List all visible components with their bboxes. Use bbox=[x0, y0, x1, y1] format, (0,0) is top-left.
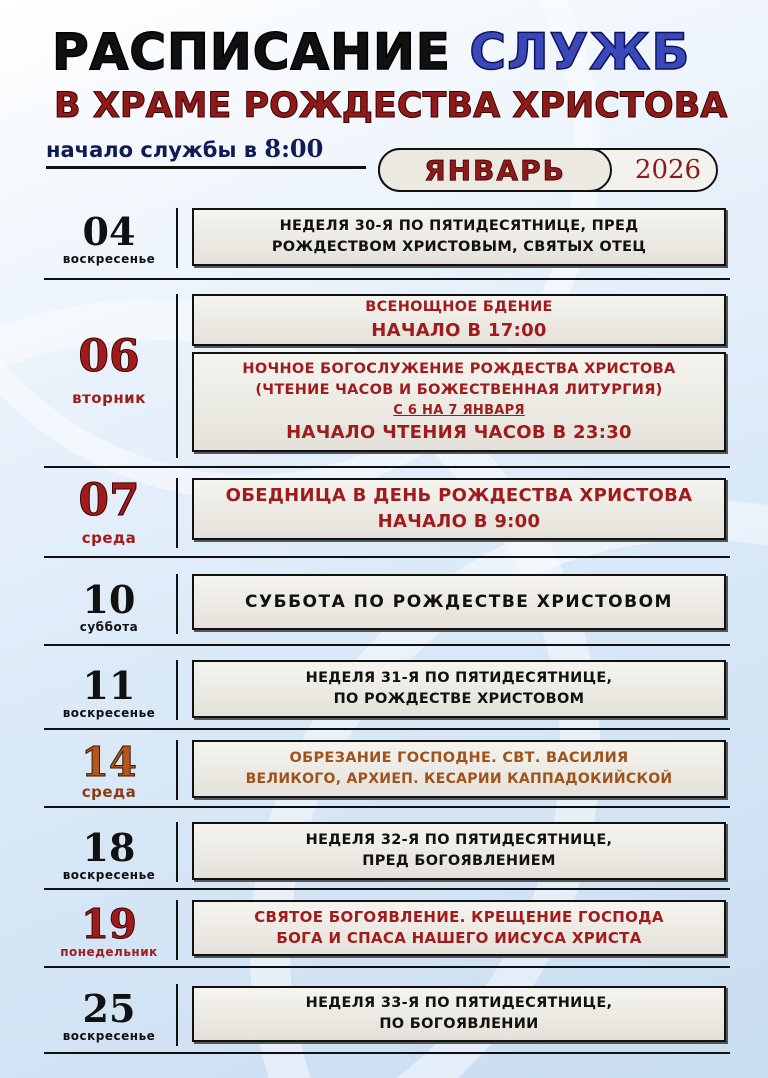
month-year: 2026 bbox=[634, 155, 702, 185]
month-badge bbox=[378, 148, 718, 192]
date-weekday: воскресенье bbox=[62, 252, 156, 266]
date-number: 07 bbox=[78, 475, 140, 526]
service-line: ПО РОЖДЕСТВЕ ХРИСТОВОМ bbox=[333, 691, 585, 707]
divider bbox=[176, 294, 178, 458]
divider bbox=[176, 984, 178, 1046]
service-line: НАЧАЛО В 9:00 bbox=[377, 511, 541, 532]
service-box bbox=[192, 822, 726, 880]
date-weekday: понедельник bbox=[60, 945, 158, 959]
title-part-black: РАСПИСАНИЕ bbox=[52, 23, 451, 81]
service-line: ВЕЛИКОГО, АРХИЕП. КЕСАРИИ КАППАДОКИЙСКОЙ bbox=[245, 771, 673, 787]
service-box bbox=[192, 478, 726, 540]
service-box bbox=[192, 660, 726, 718]
date-cell bbox=[44, 476, 174, 552]
date-number: 19 bbox=[81, 901, 137, 948]
schedule-row bbox=[44, 470, 730, 558]
service-line: ОБЕДНИЦА В ДЕНЬ РОЖДЕСТВА ХРИСТОВА bbox=[225, 485, 693, 506]
service-line: ОБРЕЗАНИЕ ГОСПОДНЕ. СВТ. ВАСИЛИЯ bbox=[289, 750, 629, 766]
service-line: НАЧАЛО В 17:00 bbox=[371, 319, 547, 341]
service-line: НАЧАЛО ЧТЕНИЯ ЧАСОВ В 23:30 bbox=[286, 421, 632, 443]
page-subtitle: В ХРАМЕ РОЖДЕСТВА ХРИСТОВА bbox=[54, 86, 728, 126]
date-cell bbox=[44, 662, 174, 724]
divider bbox=[176, 660, 178, 720]
service-line: НОЧНОЕ БОГОСЛУЖЕНИЕ РОЖДЕСТВА ХРИСТОВА bbox=[242, 360, 676, 377]
service-line: НЕДЕЛЯ 33-Я ПО ПЯТИДЕСЯТНИЦЕ, bbox=[305, 995, 613, 1011]
date-weekday: среда bbox=[81, 529, 137, 547]
date-weekday: вторник bbox=[72, 389, 146, 407]
date-number: 10 bbox=[82, 577, 136, 622]
date-cell bbox=[44, 984, 174, 1048]
title-part-blue: СЛУЖБ bbox=[469, 23, 691, 81]
page-title bbox=[52, 22, 732, 82]
service-start-label: начало службы в bbox=[46, 138, 258, 162]
schedule-row bbox=[44, 810, 730, 890]
schedule-row bbox=[44, 892, 730, 968]
divider bbox=[176, 740, 178, 800]
service-line: НЕДЕЛЯ 32-Я ПО ПЯТИДЕСЯТНИЦЕ, bbox=[305, 832, 613, 848]
divider bbox=[176, 574, 178, 634]
date-weekday: среда bbox=[81, 783, 137, 801]
service-line: РОЖДЕСТВОМ ХРИСТОВЫМ, СВЯТЫХ ОТЕЦ bbox=[271, 239, 647, 255]
date-cell bbox=[44, 576, 174, 638]
service-box bbox=[192, 740, 726, 798]
schedule-row bbox=[44, 970, 730, 1054]
date-number: 18 bbox=[82, 825, 136, 870]
date-weekday: воскресенье bbox=[62, 706, 156, 720]
date-number: 25 bbox=[82, 986, 136, 1031]
date-number: 04 bbox=[82, 209, 136, 254]
schedule-row bbox=[44, 560, 730, 646]
date-cell bbox=[44, 900, 174, 964]
schedule-row bbox=[44, 200, 730, 280]
date-number: 14 bbox=[81, 739, 137, 786]
divider bbox=[176, 478, 178, 548]
date-number: 11 bbox=[82, 663, 136, 708]
service-start-time: 8:00 bbox=[264, 134, 324, 163]
date-weekday: воскресенье bbox=[62, 868, 156, 882]
service-line: НЕДЕЛЯ 31-Я ПО ПЯТИДЕСЯТНИЦЕ, bbox=[305, 670, 613, 686]
service-line: НЕДЕЛЯ 30-Я ПО ПЯТИДЕСЯТНИЦЕ, ПРЕД bbox=[279, 218, 639, 234]
divider bbox=[176, 900, 178, 960]
service-line: ВСЕНОЩНОЕ БДЕНИЕ bbox=[365, 298, 553, 315]
service-line: БОГА И СПАСА НАШЕГО ИИСУСА ХРИСТА bbox=[276, 929, 642, 947]
date-cell bbox=[44, 740, 174, 804]
schedule-row bbox=[44, 732, 730, 808]
schedule-row bbox=[44, 648, 730, 730]
date-number: 06 bbox=[78, 331, 140, 382]
service-line: ПО БОГОЯВЛЕНИИ bbox=[379, 1016, 539, 1032]
service-line: ПРЕД БОГОЯВЛЕНИЕМ bbox=[362, 853, 556, 869]
service-line: С 6 НА 7 ЯНВАРЯ bbox=[393, 402, 525, 418]
service-box bbox=[192, 352, 726, 452]
service-line: (ЧТЕНИЕ ЧАСОВ И БОЖЕСТВЕННАЯ ЛИТУРГИЯ) bbox=[255, 381, 663, 398]
month-name: ЯНВАРЬ bbox=[378, 148, 612, 192]
service-line: СВЯТОЕ БОГОЯВЛЕНИЕ. КРЕЩЕНИЕ ГОСПОДА bbox=[254, 908, 664, 926]
service-box bbox=[192, 208, 726, 266]
divider bbox=[176, 822, 178, 882]
date-cell bbox=[44, 206, 174, 272]
service-box bbox=[192, 574, 726, 630]
schedule-row bbox=[44, 282, 730, 468]
date-cell bbox=[44, 824, 174, 886]
divider bbox=[176, 208, 178, 268]
service-line: СУББОТА ПО РОЖДЕСТВЕ ХРИСТОВОМ bbox=[245, 592, 673, 612]
service-box bbox=[192, 986, 726, 1042]
date-cell bbox=[44, 322, 174, 422]
service-start-line bbox=[46, 134, 323, 163]
divider bbox=[46, 166, 366, 169]
service-box bbox=[192, 294, 726, 346]
date-weekday: воскресенье bbox=[62, 1029, 156, 1043]
service-box bbox=[192, 900, 726, 956]
date-weekday: суббота bbox=[79, 620, 139, 634]
